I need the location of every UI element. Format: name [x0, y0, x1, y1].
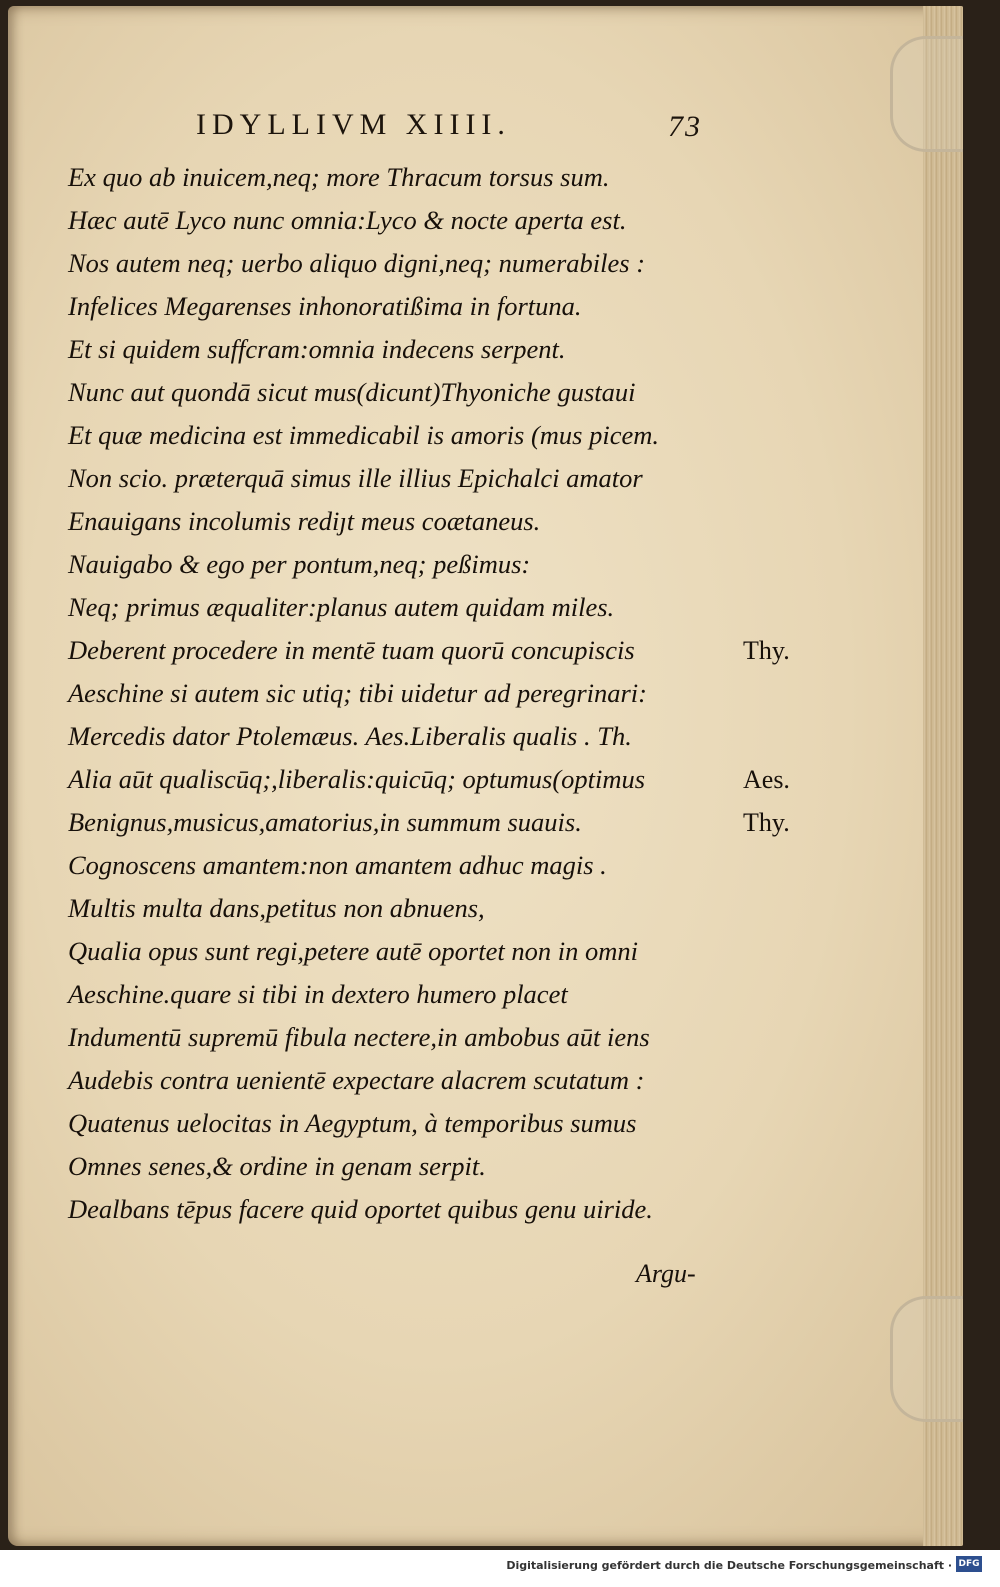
running-header — [188, 106, 728, 156]
text-line: Omnes senes,& ordine in genam serpit. — [68, 1151, 486, 1181]
text-line: Nunc aut quondā sicut mus(dicunt)Thyoniche gustaui — [68, 377, 636, 407]
text-line: Enauigans incolumis rediȷt meus coætaneus. — [68, 506, 541, 536]
text-line: Qualia opus sunt regi,petere autē oportet non in omni — [68, 936, 638, 966]
text-line: Et quæ medicina est immedicabil is amoris (mus picem. — [68, 420, 660, 450]
text-line: Non scio. præterquā simus ille illius Epichalci amator — [68, 463, 643, 493]
catchword: Argu- — [636, 1259, 696, 1288]
text-line: Quatenus uelocitas in Aegyptum, à temporibus sumus — [68, 1108, 637, 1138]
text-block — [68, 156, 828, 1231]
speaker-label: Thy. — [743, 808, 790, 837]
text-line: Nos autem neq; uerbo aliquo digni,neq; numerabiles : — [68, 248, 646, 278]
text-line: Aeschine si autem sic utiq; tibi uidetur ad peregrinari: — [68, 678, 647, 708]
text-line: Mercedis dator Ptolemæus. Aes.Liberalis qualis . Th. — [68, 721, 632, 751]
text-line: Nauigabo & ego per pontum,neq; peßimus: — [68, 549, 531, 579]
book-clip-bottom — [890, 1296, 963, 1422]
text-line: Aeschine.quare si tibi in dextero humero placet — [68, 979, 568, 1009]
text-line: Ex quo ab inuicem,neq; more Thracum torsus sum. — [68, 162, 610, 192]
text-line: Hæc autē Lyco nunc omnia:Lyco & nocte aperta est. — [68, 205, 627, 235]
book-clip-top — [890, 36, 963, 152]
funding-credit: Digitalisierung gefördert durch die Deutsche Forschungsgemeinschaft · — [506, 1559, 952, 1572]
text-line: Benignus,musicus,amatorius,in summum suauis. Thy. — [68, 801, 828, 844]
text-line: Audebis contra uenientē expectare alacrem scutatum : — [68, 1065, 645, 1095]
digitization-footer — [0, 1550, 1000, 1587]
text-line: Et si quidem suffcram:omnia indecens serpent. — [68, 334, 566, 364]
text-line: Neq; primus æqualiter:planus autem quidam miles. — [68, 592, 615, 622]
book-page — [8, 6, 963, 1546]
dfg-logo-icon: DFG — [956, 1556, 982, 1572]
text-line: Alia aūt qualiscūq;,liberalis:quicūq; optumus(optimus Aes. — [68, 758, 828, 801]
text-line: Dealbans tēpus facere quid oportet quibus genu uiride. — [68, 1194, 653, 1224]
running-title: IDYLLIVM XIIII. — [196, 108, 511, 141]
text-line: Cognoscens amantem:non amantem adhuc magis . — [68, 850, 607, 880]
page-number: 73 — [668, 110, 702, 143]
text-line: Deberent procedere in mentē tuam quorū concupiscis Thy. — [68, 629, 828, 672]
text-line: Multis multa dans,petitus non abnuens, — [68, 893, 485, 923]
text-line: Indumentū supremū fibula nectere,in ambobus aūt iens — [68, 1022, 650, 1052]
speaker-label: Aes. — [743, 765, 790, 794]
text-line: Infelices Megarenses inhonoratißima in fortuna. — [68, 291, 582, 321]
speaker-label: Thy. — [743, 636, 790, 665]
